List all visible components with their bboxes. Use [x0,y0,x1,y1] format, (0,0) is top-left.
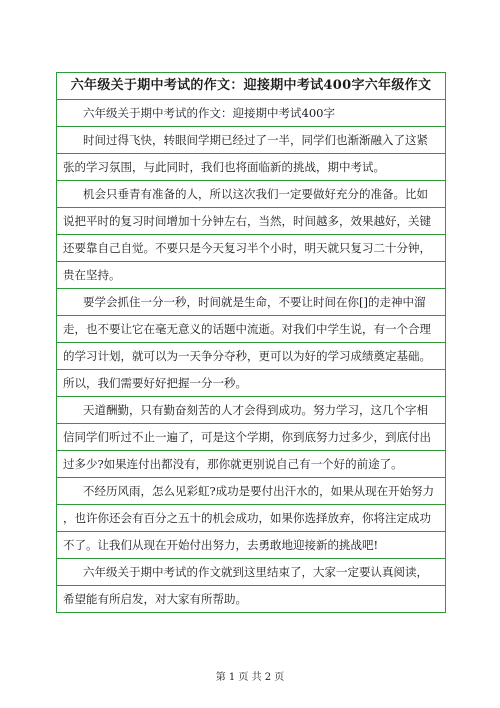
text-line: 不经历风雨，怎么见彩虹?成功是要付出汗水的，如果从现在开始努力 [57,478,445,505]
text-line: 说把平时的复习时间增加十分钟左右，当然，时间越多，效果越好，关键 [57,208,445,235]
text-line: 过多少?如果连付出都没有，那你就更别说自己有一个好的前途了。 [57,451,445,478]
text-line: 的学习计划，就可以为一天争分夺秒，更可以为好的学习成绩奠定基础。 [57,343,445,370]
text-line: 要学会抓住一分一秒，时间就是生命，不要让时间在你[]的走神中溜 [57,289,445,316]
text-line: 信同学们听过不止一遍了，可是这个学期，你到底努力过多少，到底付出 [57,424,445,451]
document-title: 六年级关于期中考试的作文：迎接期中考试400字六年级作文 [57,73,445,100]
text-line: 希望能有所启发，对大家有所帮助。 [57,586,445,613]
text-line: 张的学习氛围，与此同时，我们也将面临新的挑战，期中考试。 [57,154,445,181]
text-line: 机会只垂青有准备的人，所以这次我们一定要做好充分的准备。比如 [57,181,445,208]
text-line: 还要靠自己自觉。不要只是今天复习半个小时，明天就只复习二十分钟， [57,235,445,262]
text-line: 六年级关于期中考试的作文：迎接期中考试400字 [57,100,445,127]
text-line: 六年级关于期中考试的作文就到这里结束了，大家一定要认真阅读， [57,559,445,586]
text-line: 不了。让我们从现在开始付出努力，去勇敢地迎接新的挑战吧! [57,532,445,559]
text-line: ，也许你还会有百分之五十的机会成功，如果你选择放弃，你将注定成功 [57,505,445,532]
text-line: 走，也不要让它在毫无意义的话题中流逝。对我们中学生说，有一个合理 [57,316,445,343]
text-line: 天道酬勤，只有勤奋刻苦的人才会得到成功。努力学习，这几个字相 [57,397,445,424]
text-line: 所以，我们需要好好把握一分一秒。 [57,370,445,397]
document-table [56,72,446,613]
page-number: 第 1 页 共 2 页 [215,672,285,683]
text-line: 时间过得飞快，转眼间学期已经过了一半，同学们也渐渐融入了这紧 [57,127,445,154]
text-line: 贵在坚持。 [57,262,445,289]
